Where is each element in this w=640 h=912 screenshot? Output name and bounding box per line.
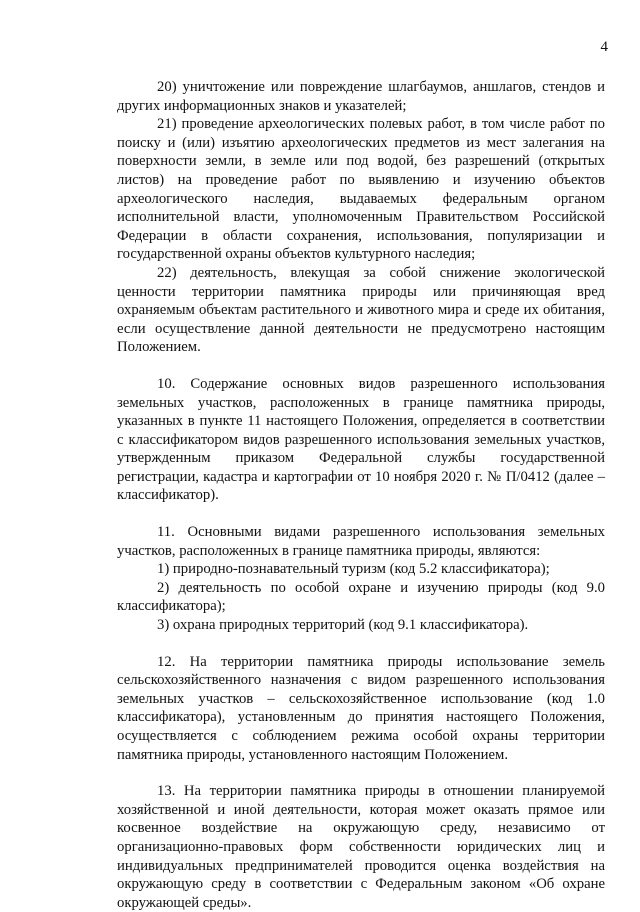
clause-22: 22) деятельность, влекущая за собой снижение экологической ценности территории памятника природы или причиняющая вред охраняемым объектам растительного и животного мира и среде их обитания, если осуществление данной деятельности не предусмотрено настоящим Положением.	[117, 264, 605, 356]
page-number: 4	[600, 39, 608, 55]
section-11-item-1: 1) природно-познавательный туризм (код 5.2 классификатора);	[157, 561, 550, 578]
section-11-item-2: 2) деятельность по особой охране и изучению природы (код 9.0 классификатора);	[117, 579, 605, 615]
paragraph-gap	[117, 357, 605, 375]
section-13: 13. На территории памятника природы в отношении планируемой хозяйственной и иной деятельности, которая может оказать прямое или косвенное воздействие на окружающую среду, независимо от организационно-правовых форм собственности юридических лиц и индивидуальных предпринимателей проводится оценка воздействия на окружающую среду в соответствии с Федеральным законом «Об охране окружающей среды».	[117, 783, 605, 911]
paragraph-gap	[117, 505, 605, 523]
paragraph-gap	[117, 764, 605, 782]
paragraph-gap	[117, 635, 605, 653]
clause-21: 21) проведение археологических полевых работ, в том числе работ по поиску и (или) изъятию археологических предметов из мест залегания на поверхности земли, в земле или под водой, без разрешений (открытых листов) на проведение работ по выявлению и изучению объектов археологического наследия, выдаваемых федеральным органом исполнительной власти, уполномоченным Правительством Российской Федерации в области сохранения, использования, популяризации и государственной охраны объектов культурного наследия;	[117, 116, 605, 263]
clause-20: 20) уничтожение или повреждение шлагбаумов, аншлагов, стендов и других информационных знаков и указателей;	[117, 79, 605, 114]
section-11: 11. Основными видами разрешенного использования земельных участков, расположенных в границе памятника природы, являются:	[117, 524, 605, 559]
section-12: 12. На территории памятника природы использование земель сельскохозяйственного назначения с видом разрешенного использования земельных участков – сельскохозяйственное использование (код 1.0 классификатора), установленным до принятия настоящего Положения, осуществляется с соблюдением режима особой охраны территории памятника природы, установленного настоящим Положением.	[117, 653, 605, 763]
section-10: 10. Содержание основных видов разрешенного использования земельных участков, расположенных в границе памятника природы, указанных в пункте 11 настоящего Положения, определяется в соответствии с классификатором видов разрешенного использования земельных участков, утвержденным приказом Федеральной службы государственной регистрации, кадастра и картографии от 10 ноября 2020 г. № П/0412 (далее – классификатор).	[117, 375, 605, 504]
document-body	[117, 78, 605, 912]
section-11-item-3: 3) охрана природных территорий (код 9.1 классификатора).	[157, 617, 529, 634]
